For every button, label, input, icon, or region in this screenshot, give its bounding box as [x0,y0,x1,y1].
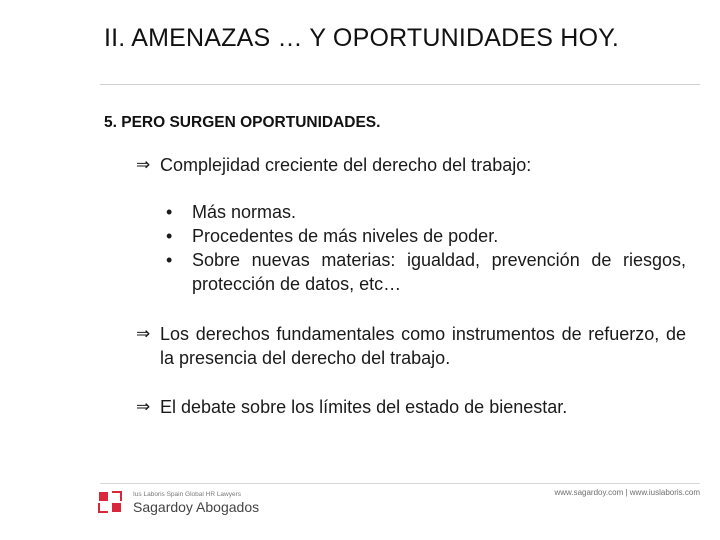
footer-tagline: Ius Laboris Spain Global HR Lawyers [133,491,242,498]
list-item-text: Sobre nuevas materias: igualdad, prevención de riesgos, protección de datos, etc… [192,250,686,294]
implies-arrow-icon: ⇒ [136,155,151,175]
footer-links[interactable]: www.sagardoy.com | www.iuslaboris.com [554,488,700,497]
arrow-point [136,322,686,370]
logo-corner [99,503,108,512]
list-item [166,248,686,296]
logo-square [112,503,121,512]
bullet-list [166,200,686,296]
implies-arrow-icon: ⇒ [136,324,151,344]
list-item-text: Procedentes de más niveles de poder. [192,226,499,246]
logo-square [99,492,108,501]
arrow-point [136,153,686,177]
list-item [166,224,686,248]
section-heading: 5. PERO SURGEN OPORTUNIDADES. [104,114,381,131]
footer-brand: Sagardoy Abogados [133,499,260,515]
bullet-dot-icon: • [166,202,173,222]
bullet-dot-icon: • [166,250,173,270]
arrow-point-text: El debate sobre los límites del estado de bienestar. [160,397,568,417]
list-item [166,200,686,224]
logo-corner [112,492,121,501]
list-item-text: Más normas. [192,202,297,222]
title-divider [100,84,700,85]
bullet-dot-icon: • [166,226,173,246]
footer-divider [100,483,700,484]
sagardoy-logo-icon [98,491,126,513]
implies-arrow-icon: ⇒ [136,397,151,417]
arrow-point-text: Complejidad creciente del derecho del trabajo: [160,155,532,175]
arrow-point [136,395,686,419]
slide-title: II. AMENAZAS … Y OPORTUNIDADES HOY. [104,24,620,52]
arrow-point-text: Los derechos fundamentales como instrumentos de refuerzo, de la presencia del derecho del trabajo. [160,324,686,368]
